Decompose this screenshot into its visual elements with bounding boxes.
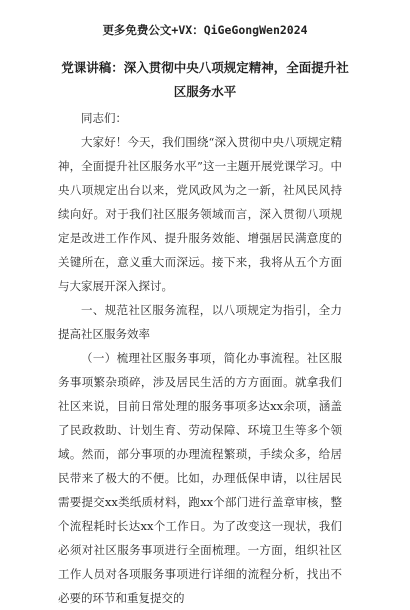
body-paragraph: 大家好！今天，我们围绕“深入贯彻中央八项规定精神，全面提升社区服务水平”这一主题开展党课学习。中央八项规定出台以来，党风政风为之一新，社风民风持续向好。对于我们社区服务领域而言，深入贯彻八项规定是改进工作作风、提升服务效能、增强居民满意度的关键所在，意义重大而深远。接下来，我将从五个方面与大家展开深入探讨。 (58, 135, 342, 293)
promo-banner: 更多免费公文+VX：QiGeGongWen2024 (102, 23, 308, 37)
body-paragraph: （一）梳理社区服务事项，简化办事流程。社区服务事项繁杂琐碎，涉及居民生活的方方面面。就拿我们社区来说，目前日常处理的服务事项多达xx余项，涵盖了民政救助、计划生育、劳动保障、环境卫生等多个领域。然而，部分事项的办理流程繁琐，手续众多，给居民带来了极大的不便。比如，办理低保申请，以往居民需要提交xx类纸质材料，跑xx个部门进行盖章审核，整个流程耗时长达xx个工作日。为了改变这一现状，我们必须对社区服务事项进行全面梳理。一方面，组织社区工作人员对各项服务事项进行详细的流程分析，找出不必要的环节和重复提交的 (58, 351, 342, 605)
document-title: 党课讲稿：深入贯彻中央八项规定精神，全面提升社区服务水平 (61, 60, 349, 99)
salutation: 同志们： (81, 111, 127, 125)
section-heading: 一、规范社区服务流程，以八项规定为指引，全力提高社区服务效率 (58, 303, 342, 341)
document-body (58, 106, 342, 610)
